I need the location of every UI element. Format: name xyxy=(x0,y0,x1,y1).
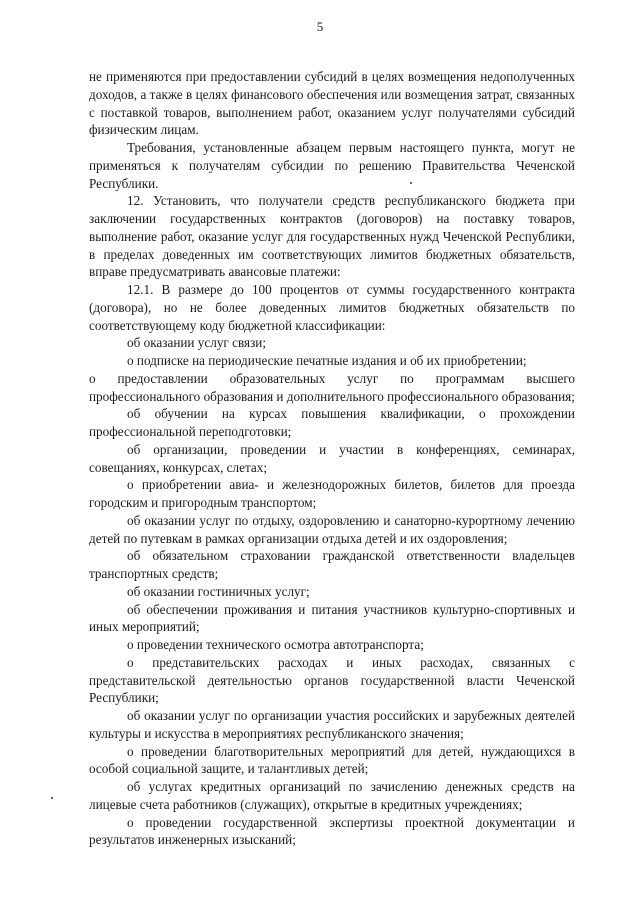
list-item: о приобретении авиа- и железнодорожных билетов, билетов для проезда городским и пригородным транспортом; xyxy=(89,477,575,510)
list-item: о предоставлении образовательных услуг по программам высшего профессионального образования и дополнительного профессионального образования; xyxy=(89,370,575,404)
list-item: об оказании услуг связи; xyxy=(127,335,267,351)
paragraph-item-12-1: 12.1. В размере до 100 процентов от суммы государственного контракта (договора), но не более доведенных лимитов бюджетных обязательств по соответствующему коду бюджетной классификации: xyxy=(89,282,575,333)
list-item: об услугах кредитных организаций по зачислению денежных средств на лицевые счета работников (служащих), открытые в кредитных учреждениях; xyxy=(89,779,575,812)
list-item: об обучении на курсах повышения квалификации, о прохождении профессиональной переподготовки; xyxy=(89,406,575,439)
paragraph-requirements: Требования, установленные абзацем первым настоящего пункта, могут не применяться к получателям субсидии по решению Правительства Чеченской Республики. xyxy=(89,140,575,191)
document-body xyxy=(89,68,575,849)
list-item: о проведении государственной экспертизы проектной документации и результатов инженерных изысканий; xyxy=(89,814,575,848)
list-item: об оказании гостиничных услуг; xyxy=(127,583,310,599)
paragraph-item-12: 12. Установить, что получатели средств республиканского бюджета при заключении государственных контрактов (договоров) на поставку товаров, выполнение работ, оказание услуг для государственных нужд Чеченской Республики, в пределах доведенных им соответствующих лимитов бюджетных обязательств, вправе предусматривать авансовые платежи: xyxy=(89,193,575,280)
list-item: о проведении технического осмотра автотранспорта; xyxy=(127,637,424,652)
list-item: об оказании услуг по организации участия российских и зарубежных деятелей культуры и искусства в мероприятиях республиканского значения; xyxy=(89,708,575,741)
scan-speck xyxy=(51,797,53,799)
list-item: об обеспечении проживания и питания участников культурно-спортивных и иных мероприятий; xyxy=(89,601,575,635)
list-item: о подписке на периодические печатные издания и об их приобретении; xyxy=(127,353,527,368)
list-item: о представительских расходах и иных расходах, связанных с представительской деятельностью органов государственной власти Чеченской Республики; xyxy=(89,654,575,706)
page-number: 5 xyxy=(316,19,324,34)
list-item: об оказании услуг по отдыху, оздоровлению и санаторно-курортному лечению детей по путевкам в рамках организации отдыха детей и их оздоровления; xyxy=(89,512,575,546)
list-item: об обязательном страховании гражданской ответственности владельцев транспортных средств; xyxy=(89,548,575,581)
list-item: о проведении благотворительных мероприятий для детей, нуждающихся в особой социальной защите, и талантливых детей; xyxy=(89,743,575,777)
scan-speck xyxy=(410,182,412,184)
list-item: об организации, проведении и участии в конференциях, семинарах, совещаниях, конкурсах, слетах; xyxy=(89,441,575,475)
paragraph-continuation: не применяются при предоставлении субсидий в целях возмещения недополученных доходов, а также в целях финансового обеспечения или возмещения затрат, связанных с поставкой товаров, выполнением работ, оказанием услуг получателями субсидий физическим лицам. xyxy=(89,69,575,138)
